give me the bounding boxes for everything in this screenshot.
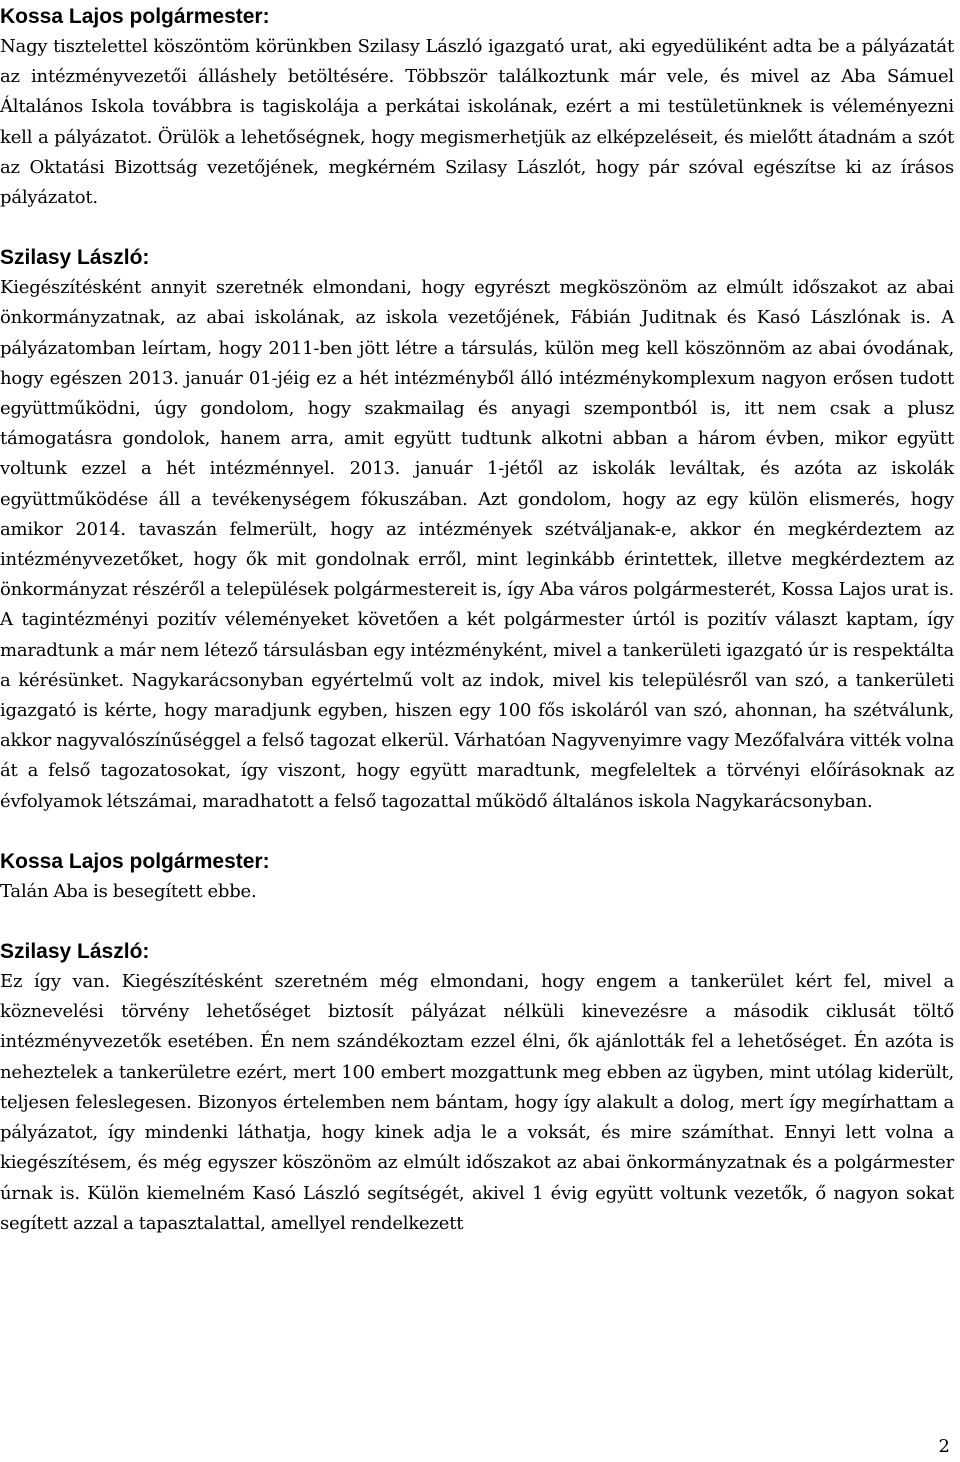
- paragraph-gap: [0, 213, 954, 243]
- speech-text: Nagy tisztelettel köszöntöm körünkben Szilasy László igazgató urat, aki egyedüliként adta be a pályázatát az intézményvezetői álláshely betöltésére. Többször találkoztunk már vele, és mivel az Aba Sámuel Általános Iskola továbbra is tagiskolája a perkátai iskolának, ezért a mi testületünknek is véleményezni kell a pályázatot. Örülök a lehetőségnek, hogy megismerhetjük az elképzeléseit, és mielőtt átadnám a szót az Oktatási Bizottság vezetőjének, megkérném Szilasy Lászlót, hogy pár szóval egészítse ki az írásos pályázatot.: [0, 36, 954, 209]
- speaker-name: Szilasy László:: [0, 246, 150, 270]
- transcript-body: [0, 2, 954, 1239]
- speech-text: Kiegészítésként annyit szeretnék elmondani, hogy egyrészt megköszönöm az elmúlt időszakot az abai önkormányzatnak, az abai iskolának, az iskola vezetőjének, Fábián Juditnak és Kasó Lászlónak is. A pályázatomban leírtam, hogy 2011-ben jött létre a társulás, külön meg kell köszönnöm az abai óvodának, hogy egészen 2013. január 01-jéig ez a hét intézményből álló intézménykomplexum nagyon erősen tudott együttműködni, úgy gondolom, hogy szakmailag és anyagi szempontból is, itt nem csak a plusz támogatásra gondolok, hanem arra, amit együtt tudtunk alkotni abban a három évben, mikor együtt voltunk ezzel a hét intézménnyel. 2013. január 1-jétől az iskolák leváltak, és azóta az iskolák együttműködése áll a tevékenységem fókuszában. Azt gondolom, hogy az egy külön elismerés, hogy amikor 2014. tavaszán felmerült, hogy az intézmények szétváljanak-e, akkor én megkérdeztem az intézményvezetőket, hogy ők mit gondolnak erről, mint leginkább érintettek, illetve megkérdeztem az önkormányzat részéről a települések polgármestereit is, így Aba város polgármesterét, Kossa Lajos urat is. A tagintézményi pozitív véleményeket követően a két polgármester úrtól is pozitív választ kaptam, így maradtunk a már nem létező társulásban egy intézményként, mivel a tankerületi igazgató úr is respektálta a kérésünket. Nagykarácsonyban egyértelmű volt az indok, mivel kis településről van szó, a tankerületi igazgató is kérte, hogy maradjunk egyben, hiszen egy 100 fős iskoláról van szó, ahonnan, ha szétválunk, akkor nagyvalószínűséggel a felső tagozat elkerül. Várhatóan Nagyvenyimre vagy Mezőfalvára vitték volna át a felső tagozatosokat, így viszont, hogy együtt maradtunk, megfeleltek a törvényi előírásoknak az évfolyamok létszámai, maradhatott a felső tagozattal működő általános iskola Nagykarácsonyban.: [0, 277, 954, 812]
- speech-text: Ez így van. Kiegészítésként szeretném még elmondani, hogy engem a tankerület kért fel, mivel a köznevelési törvény lehetőséget biztosít pályázat nélküli kinevezésre a második ciklusát töltő intézményvezetők esetében. Én nem szándékoztam ezzel élni, ők ajánlották fel a lehetőséget. Én azóta is neheztelek a tankerületre ezért, mert 100 embert mozgattunk meg ebben az ügyben, mint utólag kiderült, teljesen feleslegesen. Bizonyos értelemben nem bántam, hogy így alakult a dolog, mert így megírhattam a pályázatot, így mindenki láthatja, hogy kinek adja le a voksát, és mire számíthat. Ennyi lett volna a kiegészítésem, és még egyszer köszönöm az elmúlt időszakot az abai önkormányzatnak és a polgármester úrnak is. Külön kiemelném Kasó László segítségét, akivel 1 évig együtt voltunk vezetők, ő nagyon sokat segített azzal a tapasztalattal, amellyel rendelkezett: [0, 971, 954, 1234]
- speech-block-1: [0, 2, 954, 213]
- paragraph-gap: [0, 817, 954, 847]
- paragraph-gap: [0, 907, 954, 937]
- speech-block-4: [0, 937, 954, 1239]
- speech-block-3: [0, 847, 954, 907]
- speech-text: Talán Aba is besegített ebbe.: [0, 880, 257, 902]
- speaker-name: Kossa Lajos polgármester:: [0, 5, 270, 28]
- speech-block-2: [0, 243, 954, 817]
- speaker-name: Szilasy László:: [0, 940, 150, 964]
- speaker-name: Kossa Lajos polgármester:: [0, 849, 270, 873]
- page-number: 2: [938, 1436, 950, 1457]
